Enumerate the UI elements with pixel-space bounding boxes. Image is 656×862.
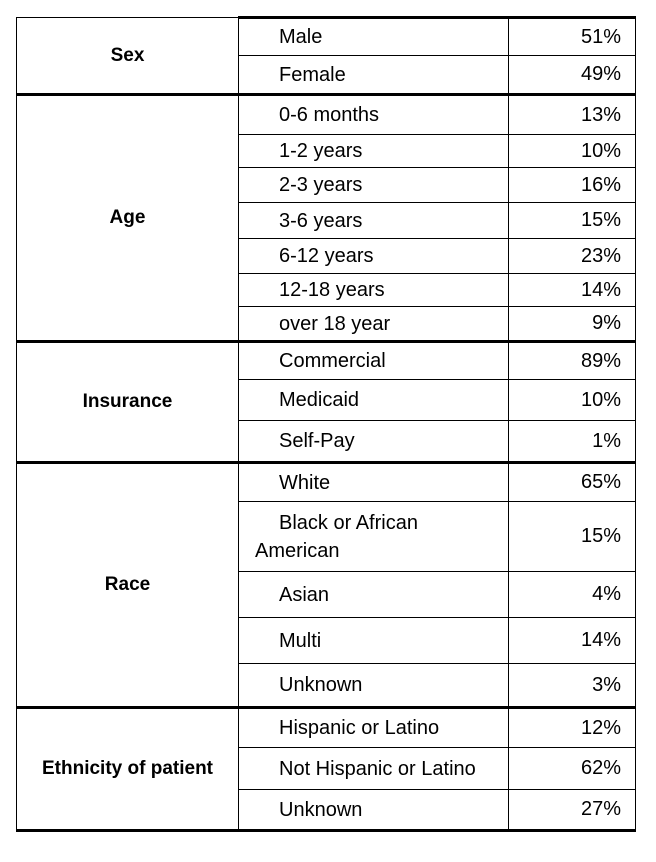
subcategory-cell xyxy=(239,790,509,831)
subcategory-label: over 18 year xyxy=(279,312,391,335)
subcategory-label: Female xyxy=(279,63,346,86)
subcategory-cell xyxy=(239,135,509,168)
subcategory-cell xyxy=(239,203,509,239)
subcategory-cell xyxy=(239,502,509,572)
percentage-cell: 3% xyxy=(509,664,636,708)
subcategory-label: Male xyxy=(279,26,323,48)
category-cell: Insurance xyxy=(17,342,239,463)
subcategory-label: Black or African American xyxy=(255,511,418,562)
subcategory-cell xyxy=(239,342,509,380)
table-row xyxy=(17,708,636,748)
percentage-cell: 10% xyxy=(509,135,636,168)
subcategory-cell xyxy=(239,56,509,95)
subcategory-cell xyxy=(239,380,509,421)
subcategory-cell xyxy=(239,421,509,463)
subcategory-label: 0-6 months xyxy=(279,104,380,126)
percentage-cell: 13% xyxy=(509,95,636,135)
subcategory-label: 3-6 years xyxy=(279,209,363,232)
subcategory-label: Multi xyxy=(279,629,322,652)
subcategory-cell xyxy=(239,572,509,618)
percentage-cell: 65% xyxy=(509,463,636,502)
percentage-cell: 14% xyxy=(509,618,636,664)
subcategory-cell xyxy=(239,708,509,748)
subcategory-cell xyxy=(239,748,509,790)
percentage-cell: 51% xyxy=(509,18,636,56)
subcategory-cell xyxy=(239,463,509,502)
subcategory-label: 2-3 years xyxy=(279,174,363,196)
demographics-table xyxy=(16,16,636,832)
percentage-cell: 15% xyxy=(509,203,636,239)
table-row xyxy=(17,18,636,56)
percentage-cell: 14% xyxy=(509,274,636,307)
subcategory-cell xyxy=(239,274,509,307)
category-cell: Ethnicity of patient xyxy=(17,708,239,831)
percentage-cell: 12% xyxy=(509,708,636,748)
subcategory-cell xyxy=(239,307,509,342)
subcategory-label: Medicaid xyxy=(279,389,360,411)
subcategory-cell xyxy=(239,18,509,56)
percentage-cell: 15% xyxy=(509,502,636,572)
subcategory-label: 1-2 years xyxy=(279,140,363,162)
subcategory-cell xyxy=(239,95,509,135)
subcategory-label: Asian xyxy=(279,583,330,606)
subcategory-cell xyxy=(239,664,509,708)
subcategory-label: Unknown xyxy=(279,674,363,696)
percentage-cell: 16% xyxy=(509,168,636,203)
subcategory-cell xyxy=(239,618,509,664)
subcategory-label: 12-18 years xyxy=(279,279,385,301)
table-row xyxy=(17,95,636,135)
subcategory-label: 6-12 years xyxy=(279,245,374,267)
subcategory-cell xyxy=(239,168,509,203)
category-cell: Race xyxy=(17,463,239,708)
category-cell: Age xyxy=(17,95,239,342)
percentage-cell: 4% xyxy=(509,572,636,618)
subcategory-label: Commercial xyxy=(279,350,386,372)
subcategory-cell xyxy=(239,239,509,274)
subcategory-label: Unknown xyxy=(279,798,363,821)
percentage-cell: 10% xyxy=(509,380,636,421)
percentage-cell: 62% xyxy=(509,748,636,790)
percentage-cell: 23% xyxy=(509,239,636,274)
category-cell: Sex xyxy=(17,18,239,95)
subcategory-label: White xyxy=(279,471,331,494)
percentage-cell: 9% xyxy=(509,307,636,342)
percentage-cell: 27% xyxy=(509,790,636,831)
table-row xyxy=(17,342,636,380)
table-row xyxy=(17,463,636,502)
percentage-cell: 1% xyxy=(509,421,636,463)
percentage-cell: 49% xyxy=(509,56,636,95)
subcategory-label: Not Hispanic or Latino xyxy=(279,757,476,780)
subcategory-label: Self-Pay xyxy=(279,430,355,452)
subcategory-label: Hispanic or Latino xyxy=(279,717,440,739)
percentage-cell: 89% xyxy=(509,342,636,380)
